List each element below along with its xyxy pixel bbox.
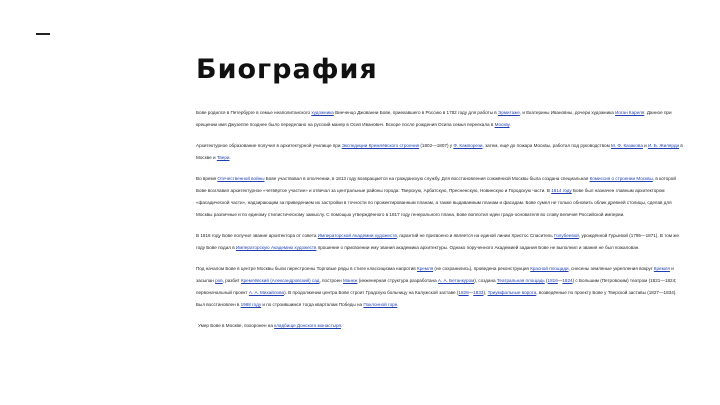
inline-link[interactable]: Театральная площадь	[496, 278, 545, 283]
text-segment: . Данное при крещении имя Джузеппе позднее было переделано на русский манер в Осип Иванович. Вскоре после рождения Осипа семья переехала в	[196, 110, 672, 127]
text-segment: , в которой Бове возглавил архитектурное «четвёртое участие» и отвечал за центральные районы города: Тверскую, Арбатскую, Пресненскую, Новинскую и Городскую части. В	[196, 176, 676, 193]
inline-link[interactable]: Твери	[216, 155, 230, 160]
text-segment: , и Екатерины Ивановны, дочери художника	[519, 110, 616, 115]
text-segment: Архитектурное образование получил в архитектурной училище при	[196, 143, 342, 148]
inline-link[interactable]: Москву	[494, 122, 510, 127]
inline-link[interactable]: Отечественной войны	[217, 176, 265, 181]
text-segment: —	[468, 290, 474, 295]
slide-dash-mark	[36, 33, 50, 35]
inline-link[interactable]: Кремля	[417, 266, 434, 271]
text-segment: , возведённые по проекту Бове у Тверской заставы (1827—1834). Был восстановлен в	[196, 290, 677, 307]
text-segment: (инженерная структура разработана	[357, 278, 438, 283]
text-segment: и	[642, 143, 648, 148]
inline-link[interactable]: 1814 году	[551, 188, 572, 193]
text-segment: Под началом Бове в центре Москвы были перестроены Торговые ряды в стиле классицизма напротив	[196, 266, 418, 271]
text-segment: , гарантий не присвоено и является на единой линии Христос Спаситель	[396, 233, 555, 238]
text-segment: ). В продолжении центра Бове строит Градскую больницу на Калужской заставе (	[284, 290, 459, 295]
text-segment: в Москве и	[196, 143, 683, 160]
inline-link[interactable]: М. Ф. Казакова	[611, 143, 643, 148]
paragraph	[196, 173, 684, 221]
inline-link[interactable]: Императорскую Академию художеств	[235, 245, 317, 250]
paragraph	[196, 320, 684, 332]
text-segment: , разбит	[222, 278, 241, 283]
inline-link[interactable]: 1833	[473, 290, 484, 295]
biography-text	[196, 107, 684, 341]
text-segment: (	[544, 278, 548, 283]
text-segment: , затем, ещё до пожара Москвы, работал под руководством	[482, 143, 612, 148]
text-segment: Умер Бове в Москве, похоронен на	[198, 323, 275, 328]
inline-link[interactable]: Манеж	[342, 278, 358, 283]
inline-link[interactable]: Голубеевой	[554, 233, 579, 238]
text-segment: Винченцо Джованни Бове, приехавшего в Россию в 1782 году для работы в	[333, 110, 499, 115]
inline-link[interactable]: А. А. Михайлова	[248, 290, 285, 295]
text-segment: (1802—1807) у	[419, 143, 454, 148]
text-segment: Бове родился в Петербурге в семье неаполитанского	[196, 110, 312, 115]
inline-link[interactable]: Триумфальные ворота	[487, 290, 537, 295]
inline-link[interactable]: А. А. Бетанкуром	[437, 278, 475, 283]
text-segment: Бове участвовал в ополчении, в 1813 году возвращается на гражданскую службу. Для восстановления сожжённой Москвы была создана специальная	[264, 176, 590, 181]
inline-link[interactable]: Поклонной горе	[363, 302, 398, 307]
text-segment: —	[557, 278, 563, 283]
page-title: Биография	[196, 54, 378, 85]
text-segment: и по строившимся тогда кварталам Победы на	[261, 302, 364, 307]
text-segment: .	[397, 302, 399, 307]
inline-link[interactable]: Красной площади	[530, 266, 569, 271]
inline-link[interactable]: 1828	[458, 290, 469, 295]
inline-link[interactable]: Ф. Кампорези	[453, 143, 483, 148]
inline-link[interactable]: 1816	[547, 278, 558, 283]
inline-link[interactable]: кладбище Донского монастыря	[274, 323, 341, 328]
text-segment: (не сохранились), проведена реконструкция	[433, 266, 531, 271]
text-segment: ), создана	[474, 278, 497, 283]
inline-link[interactable]: 1968 году	[240, 302, 262, 307]
text-segment: ) с Большим (Петровским) театром (1821—1824; первоначальный проект	[196, 278, 677, 295]
inline-link[interactable]: Императорской Академии художеств	[317, 233, 397, 238]
text-segment: и засыпан	[196, 266, 674, 283]
inline-link[interactable]: И. Б. Жилярди	[648, 143, 680, 148]
paragraph	[196, 107, 684, 131]
inline-link[interactable]: художника	[311, 110, 334, 115]
paragraph	[196, 230, 684, 254]
paragraph	[196, 140, 684, 164]
inline-link[interactable]: Иоган Кареля	[615, 110, 645, 115]
inline-link[interactable]: Кремлёвский (Александровский) сад	[240, 278, 320, 283]
text-segment: ),	[483, 290, 488, 295]
text-segment: , построен	[319, 278, 343, 283]
text-segment: , урождённой Гурьевой (1795—1871). В том же году Бове подал в	[196, 233, 679, 250]
text-segment: В 1816 году Бове получил звание архитектора от совета	[196, 233, 318, 238]
inline-link[interactable]: Экспедиции Кремлёвского строения	[341, 143, 420, 148]
text-segment: .	[509, 122, 511, 127]
paragraph	[196, 263, 684, 311]
inline-link[interactable]: 1824	[562, 278, 573, 283]
text-segment: , снесены земляные укрепления вокруг	[568, 266, 654, 271]
inline-link[interactable]: ров	[215, 278, 223, 283]
text-segment: .	[229, 155, 231, 160]
text-segment: Бове был назначен главным архитектором «фасадической части», надзирающим за приведением их застройки в точности по прожектированным планам, а также выдаваемым планам и фасадам. Бове сумел не только обновить облик древней столицы, сделав для Москвы различные и по единому стилистическому замыслу. С помощью утверждённого в 1817 году генерального плана, Бове воплотил идеи градо-основателя во славу величия Российской империи.	[196, 188, 672, 217]
text-segment: .	[340, 323, 343, 328]
text-segment: прошение о присвоении ему звания академика архитектуры. Однако порученного Академией задания Бове не выполнил и звания не был пожалован.	[316, 245, 640, 250]
text-segment: Во время	[196, 176, 218, 181]
inline-link[interactable]: Эрмитаже	[498, 110, 520, 115]
inline-link[interactable]: Кремля	[653, 266, 670, 271]
inline-link[interactable]: Комиссия о строении Москвы	[589, 176, 653, 181]
